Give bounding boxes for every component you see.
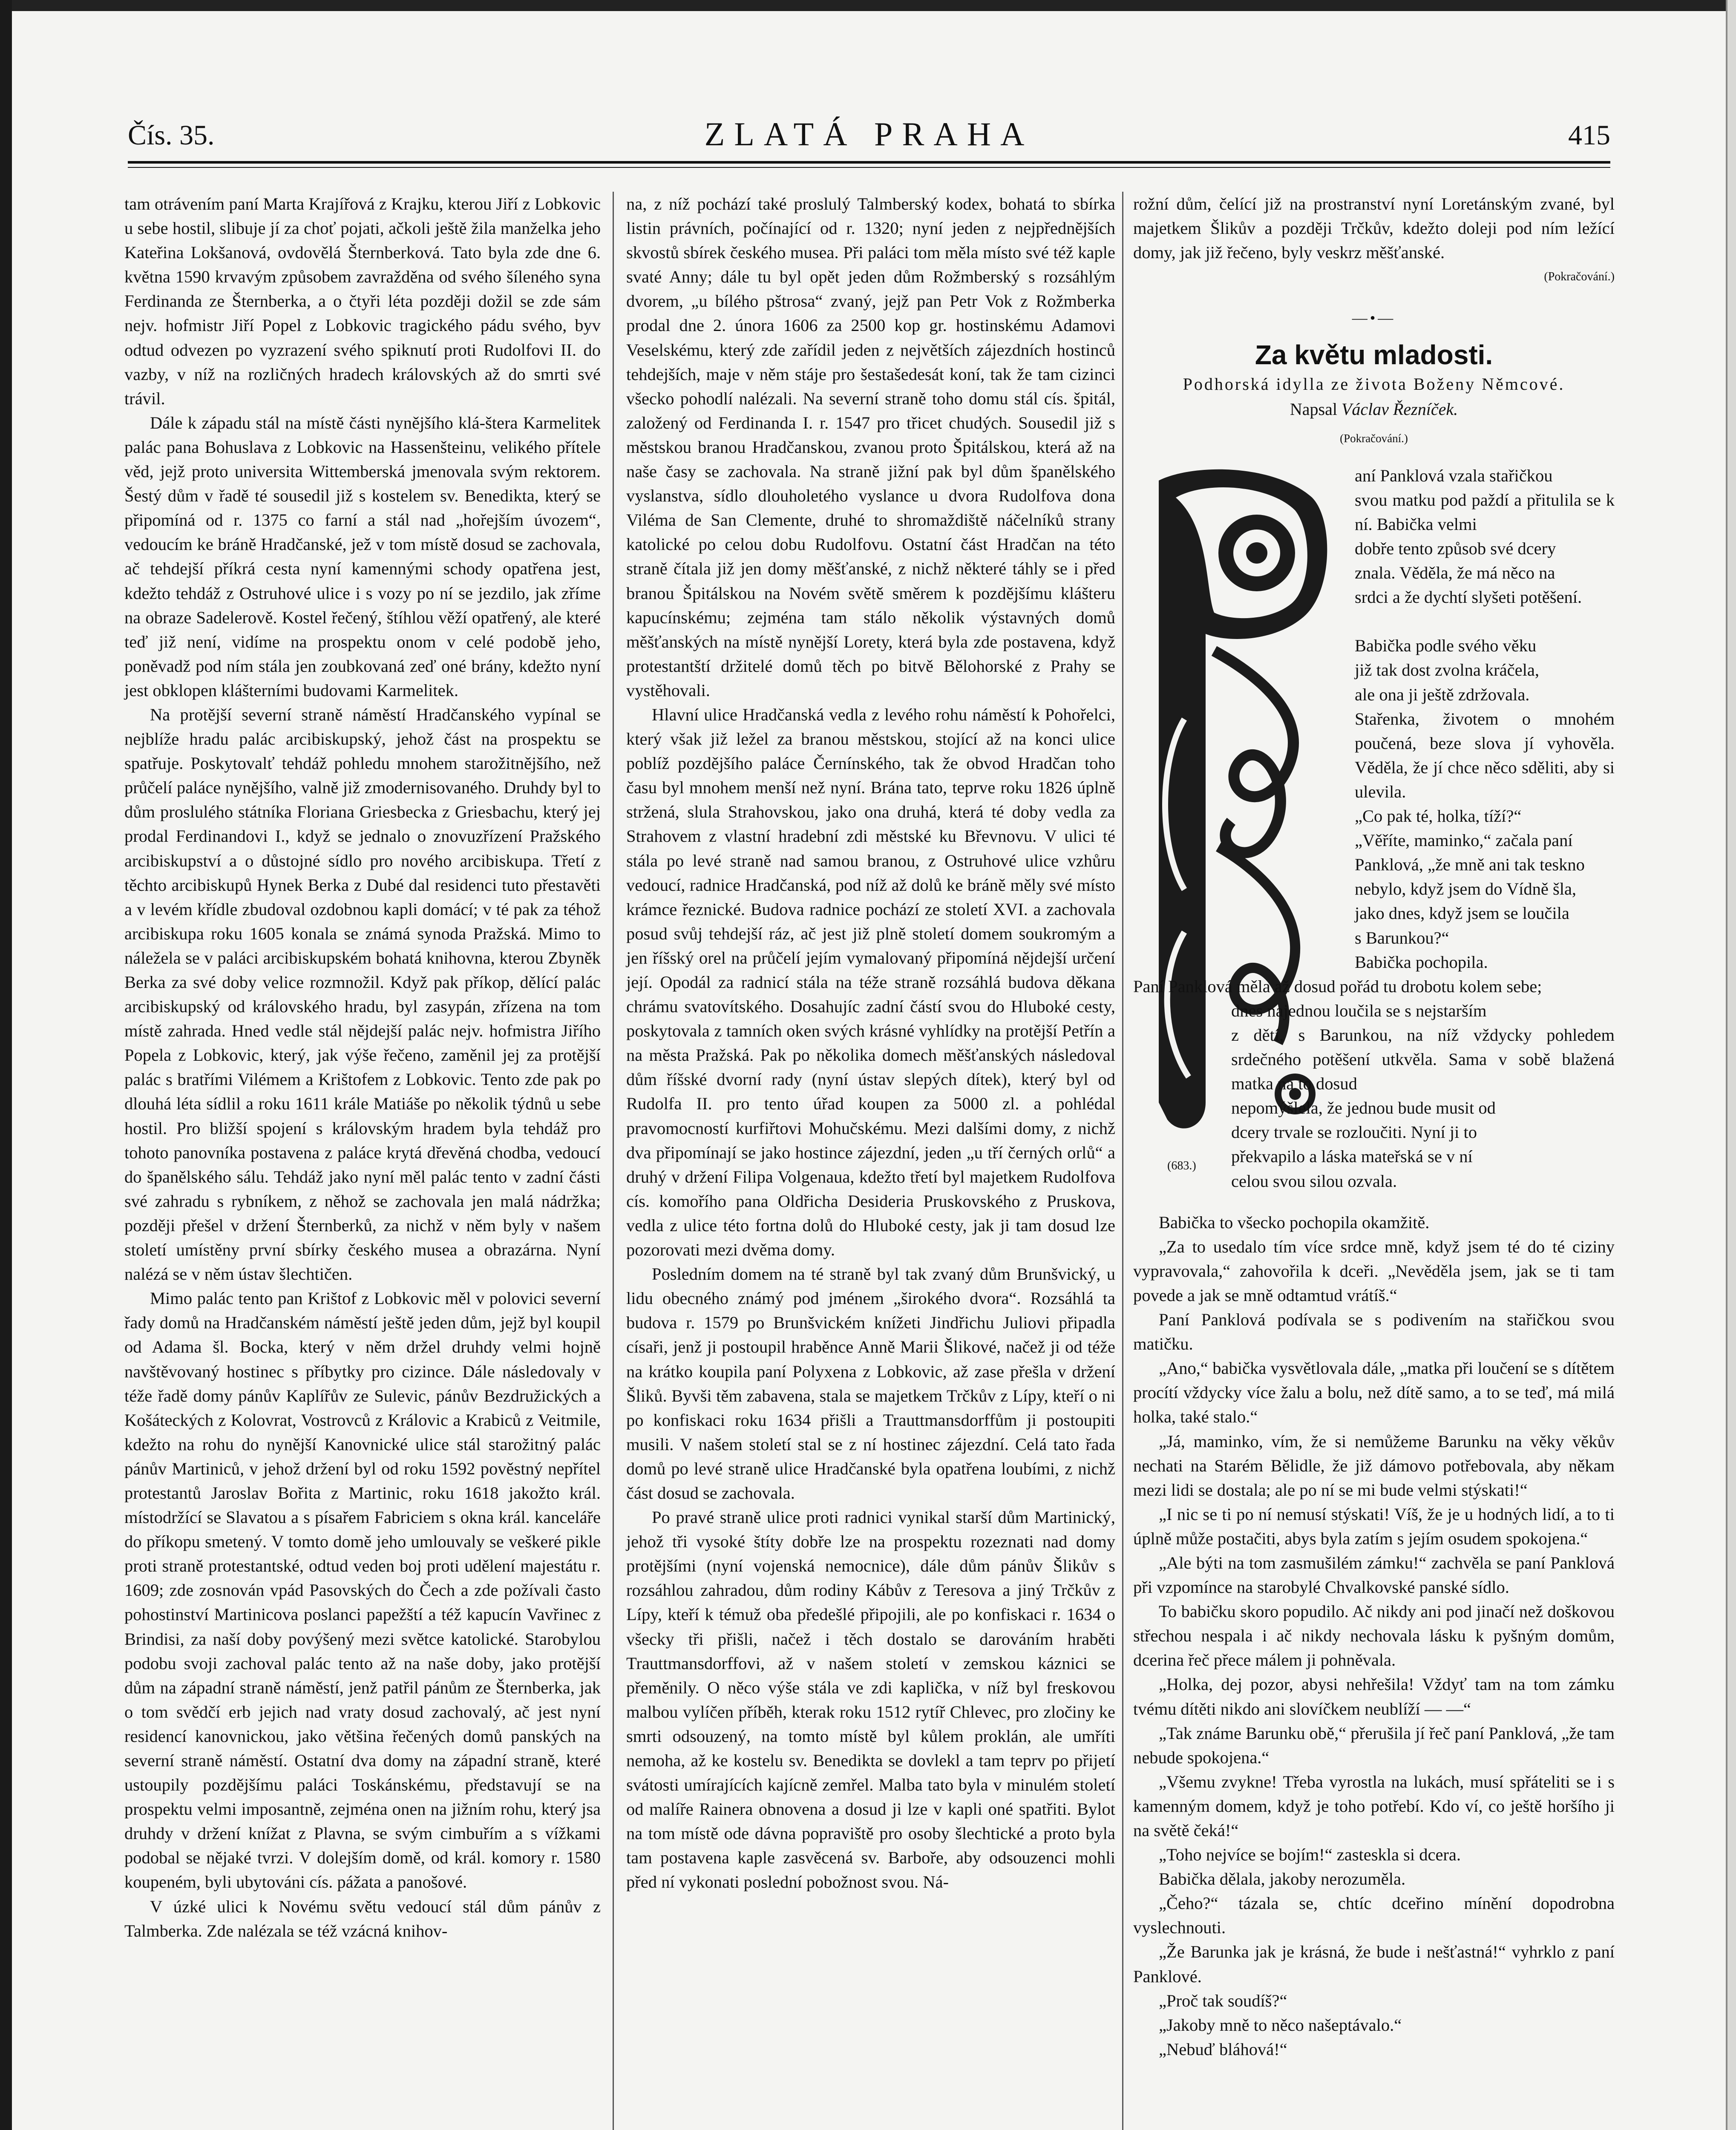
column-divider bbox=[613, 192, 614, 2130]
story-paragraph: „Toho nejvíce se bojím!“ zasteskla si dcera. bbox=[1159, 1845, 1461, 1865]
story-line: dobře tento způsob své dcery bbox=[1355, 538, 1556, 558]
story-line: „Co pak té, holka, tíží?“ bbox=[1355, 806, 1522, 826]
page-header bbox=[128, 115, 1610, 162]
story-paragraph: „Proč tak soudíš?“ bbox=[1159, 1991, 1287, 2010]
author-name: Václav Řezníček. bbox=[1341, 399, 1458, 419]
scan-edge-right bbox=[1726, 0, 1736, 2130]
story-line: ale ona ji ještě zdržovala. bbox=[1355, 685, 1530, 704]
story-paragraph: „Nebuď bláhová!“ bbox=[1159, 2039, 1287, 2059]
story-line: celou svou silou ozvala. bbox=[1231, 1171, 1397, 1191]
story-continuation-note: (Pokračování.) bbox=[1340, 432, 1408, 445]
column-3 bbox=[1133, 192, 1615, 2061]
story-subtitle: Podhorská idylla ze života Boženy Němcové. bbox=[1183, 374, 1565, 394]
story-paragraph: „Já, maminko, vím, že si nemůžeme Barunku na věky věkův nechati na Starém Bělidle, že již dámovo potřebovala, aby někam mezi lidi se dostala; ale po ní se mi bude velmi stýskati!“ bbox=[1133, 1431, 1615, 1500]
story-line: z dětí, s Barunkou, na níž vždycky pohledem srdečného potěšení utkvěla. Sama v sobě blažená matka na to dosud bbox=[1231, 1025, 1615, 1094]
story-line: nebylo, když jsem do Vídně šla, bbox=[1355, 879, 1577, 899]
story-paragraph: „Že Barunka jak je krásná, že bude i nešťastná!“ vyhrklo z paní Panklové. bbox=[1133, 1942, 1615, 1986]
paragraph: V úzké ulici k Novému světu vedoucí stál dům pánův z Talmberka. Zde nalézala se též vzácná knihov- bbox=[124, 1897, 601, 1940]
story-line: nepomýšlela, že jednou bude musit od bbox=[1231, 1098, 1496, 1118]
paragraph: Dále k západu stál na místě části nynějšího klá-štera Karmelitek palác pana Bohuslava z Lobkovic na Hassenšteinu, velikého přítele věd, jejž proto universita Wittemberská jmenovala svým rektorem. Šestý dům v řadě té sousedil již s kostelem sv. Benedikta, který se připomíná od r. 1375 co farní a stál nad „hořejším úvozem“, vedoucím ke bráně Hradčanské, jež v tom místě dosud se zachovala, ač tehdejší příkrá cesta nyní kamennými schody opatřena jest, kdežto tehdáž z Ostruhové ulice i s vozy po ní se jezdilo, jak zříme na obraze Sadelerově. Kostel řečený, štíhlou věží opatřený, ale které teď již není, vidíme na prospektu onom v celé podobě jeho, poněvadž pod ním stála jen zoubkovaná zeď oné brány, kdežto nyní jest obklopen klášterními budovami Karmelitek. bbox=[124, 413, 601, 700]
story-paragraph: „Za to usedalo tím více srdce mně, když jsem té do té ciziny vypravovala,“ zahovořila k dceři. „Nevěděla jsem, jak se ti tam povede a jak se mně odtamtud vrátíš.“ bbox=[1133, 1237, 1615, 1305]
story-paragraph: „Ano,“ babička vysvětlovala dále, „matka při loučení se s dítětem procítí vždycky více žalu a bolu, než dítě samo, a to se teď, má milá holka, také stalo.“ bbox=[1133, 1359, 1615, 1427]
paragraph: na, z níž pochází také proslulý Talmberský kodex, bohatá to sbírka listin právních, počínající od r. 1320; nyní jeden z nejpřednějších skvostů sbírek českého musea. Při paláci tom měla místo své též kaple svaté Anny; dále tu byl opět jeden dům Rožmberský s rozsáhlým dvorem, „u bílého pštrosa“ zvaný, jejž pan Petr Vok z Rožmberka prodal dne 2. února 1606 za 2500 kop gr. hostinskému Adamovi Veselskému, který zde zařídil jeden z největších zájezdních hostinců tehdejších, maje v něm stáje pro šestašedesát koní, tak že tam cizinci všecko pohodlí nalézali. Na severní straně toho domu stál cís. špitál, založený od Ferdinanda I. r. 1547 pro třicet chudých. Sousedil již s městskou branou Hradčanskou, zvanou proto Špitálskou, která až na naše časy se zachovala. Na straně jižní pak byl dům španělského vyslanstva, sídlo dlouholetého vyslance u dvora Rudolfova dona Viléma de San Clemente, druhé to shromaždiště náčelníků strany katolické po celou dobu Rudolfovu. Ostatní část Hradčan na této straně čítala již jen domy měšťanské, z nichž některé táhly se i před branou Špitálskou na Novém světě směrem k pozdějšímu klášteru kapucínskému; zejména tam stálo několik výstavných domů měšťanských na místě nynější Lorety, která byla zde postavena, když protestantští držitelé domů těch po bitvě Bělohorské z Prahy se vystěhovali. bbox=[626, 194, 1115, 700]
story-line: svou matku pod paždí a přitulila se k ní. Babička velmi bbox=[1355, 490, 1615, 534]
story-line: Babička pochopila. bbox=[1355, 952, 1488, 972]
story-line: s Barunkou?“ bbox=[1355, 928, 1449, 947]
story-paragraph: Paní Panklová podívala se s podivením na stařičkou svou matičku. bbox=[1133, 1310, 1615, 1354]
story-paragraph: „Holka, dej pozor, abysi nehřešila! Vždyť tam na tom zámku tvému dítěti nikdo ani slovíčkem neublíží — —“ bbox=[1133, 1675, 1615, 1718]
column-1 bbox=[124, 192, 601, 1943]
paragraph: Na protější severní straně náměstí Hradčanského vypínal se nejblíže hradu palác arcibiskupský, jehož část na prospektu se spatřuje. Poskytovalť tehdáž pohledu mnohem starožitnějšího, než průčelí paláce nynějšího, valně již zmodernisovaného. Druhdy byl to dům proslulého státníka Floriana Griesbecka z Griesbachu, který jej prodal Ferdinandovi I., když se jednalo o znovuzřízení Pražského arcibiskupství a o důstojné sídlo pro nového arcibiskupa. Třetí z těchto arcibiskupů Hynek Berka z Dubé dal residenci tuto přestavěti a v levém křídle zbudoval ozdobnou kapli domácí; v té pak za téhož arcibiskupa roku 1605 konala se známá synoda Pražská. Mimo to náležela se v paláci arcibiskupském bohatá knihovna, kterou Zbyněk Berka za své doby velice rozmnožil. Když pak příkop, dělící palác arcibiskupský od královského hradu, byl zasypán, zřízena na tom místě zahrada. Hned vedle stál nějdejší palác nejv. hofmistra Jiřího Popela z Lobkovic, který, jak výše řečeno, zaměnil jej za protější palác s bratřími Vilémem a Krištofem z Lobkovic. Tento zde pak po dlouhá léta sídlil a roku 1611 krále Matiáše po několik týdnů u sebe hostil. Pro bližší spojení s královským hradem byla tehdáž pro tohoto panovníka postavena z paláce krytá dřevěná chodba, vedoucí do španělského sálu. Tehdáž jako nyní měl palác tento v zadní části své zahradu s rybníkem, z něhož se zachovala jen malá nádržka; později přešel v držení Šternberků, za nichž v něm byly v našem století umístěny první sbírky českého musea a obrazárna. Nyní nalézá se v něm ústav šlechtičen. bbox=[124, 705, 601, 1284]
story-line: jako dnes, když jsem se loučila bbox=[1355, 904, 1569, 923]
column-divider bbox=[1122, 192, 1123, 2130]
paragraph: tam otrávením paní Marta Krajířová z Krajku, kterou Jiří z Lobkovic u sebe hostil, slibuje jí za choť pojati, ačkoli ještě žila manželka jeho Kateřina Lokšanová, ovdovělá Šternberková. Tato byla zde dne 6. května 1590 krvavým způsobem zavražděna od svého šíleného syna Ferdinanda ze Šternberka, a o čtyři léta později dožil se zde sám nejv. hofmistr Jiří Popel z Lobkovic tragického pádu svého, byv odtud odvezen po vyzrazení svého spiknutí proti Rudolfovi II. do vazby, v níž na rozličných hradech královských až do smrti své trávil. bbox=[124, 194, 601, 408]
story-paragraph: „Čeho?“ tázala se, chtíc dceřino mínění dopodrobna vyslechnouti. bbox=[1133, 1894, 1615, 1937]
story-paragraph: „Ale býti na tom zasmušilém zámku!“ zachvěla se paní Panklová při vzpomínce na starobylé Chvalkovské panské sídlo. bbox=[1133, 1553, 1615, 1597]
column-2 bbox=[626, 192, 1115, 1894]
paragraph: Mimo palác tento pan Krištof z Lobkovic měl v polovici severní řady domů na Hradčanském náměstí ještě jeden dům, jejž byl koupil od Adama šl. Bocka, který v něm držel druhdy velmi hojně navštěvovaný hostinec s příbytky pro cizince. Dále následovaly v téže řadě domy pánův Kaplířův ze Sulevic, pánův Bezdružických a Košáteckých z Kolovrat, Vostrovců z Královic a Krabiců z Veitmile, kdežto na rohu do nynější Kanovnické ulice stál starožitný palác pánův Martiniců, v jehož držení byl od roku 1592 pověstný nepřítel protestantů Jaroslav Bořita z Martinic, roku 1618 jakožto král. místodržící se Slavatou a s písařem Fabriciem s okna král. kanceláře do příkopu smetený. V tomto domě jeho umlouvaly se veškeré pikle proti straně protestantské, odtud veden boj proti udělení majestátu r. 1609; zde zosnován vpád Pasovských do Čech a zde požívali často pohostinství Martinicova poslanci papežští a též kapucín Vavřinec z Brindisi, za naší doby povýšený mezi světce katolické. Starobylou podobu svoji zachoval palác tento až na naše doby, jako protější dům na západní straně náměstí, jenž patřil pánům ze Šternberka, jak o tom svědčí erb jejich nad vraty dosud zachovalý, ač jest nyní residencí kanovnickou, jako většina řečených domů panských na severní straně náměstí. Ostatní dva domy na západní straně, které ustoupily pozdějšímu paláci Toskánskému, představují se na prospektu velmi imposantně, zejména onen na jižním rohu, který jsa druhdy v držení knížat z Plavna, se svým cimbuřím a s vížkami podobal se nějaké tvrzi. V dolejším domě, od král. komory r. 1580 koupeném, byli ubytováni cís. pážata a panošové. bbox=[124, 1289, 601, 1892]
story-line: Babička podle svého věku bbox=[1355, 636, 1537, 656]
story-line: Paní Panklová měla až dosud pořád tu drobotu kolem sebe; bbox=[1133, 976, 1542, 996]
section-ornament: ―•― bbox=[1352, 309, 1396, 327]
decorated-initial-block bbox=[1133, 463, 1615, 1210]
story-paragraph: Babička dělala, jakoby nerozuměla. bbox=[1159, 1869, 1406, 1889]
paragraph: Posledním domem na té straně byl tak zvaný dům Brunšvický, u lidu obecného známý pod jménem „širokého dvora“. Rozsáhlá ta budova r. 1579 po Brunšvickém knížeti Jindřichu Juliovi připadla císaři, jenž ji postoupil hraběnce Anně Marii Šlikové, načež ji od téže na krátko koupila paní Polyxena z Lobkovic, až zase přešla v držení Šliků. Byvši těm zabavena, stala se majetkem Trčkův z Lípy, kteří o ni po konfiskaci roku 1634 přišli a Trauttmansdorffům ji postoupiti musili. V našem století stal se z ní hostinec zájezdní. Celá tato řada domů po levé straně ulice Hradčanské byla opatřena loubími, z nichž část dosud se zachovala. bbox=[626, 1264, 1115, 1503]
story-line: Panklová, „že mně ani tak teskno bbox=[1355, 855, 1585, 875]
illustration-caption: (683.) bbox=[1167, 1159, 1196, 1172]
story-line: znala. Věděla, že má něco na bbox=[1355, 563, 1555, 583]
header-rule-thin bbox=[128, 167, 1610, 168]
author-prefix: Napsal bbox=[1290, 399, 1337, 419]
paragraph: Po pravé straně ulice proti radnici vynikal starší dům Martinický, jehož tři vysoké štíty dobře lze na prospektu rozeznati nad domy protějšími (nyní vojenská nemocnice), dále dům pánův Šlikův s rozsáhlou zahradou, dům rodiny Kábův z Teresova a jiný Trčkův z Lípy, kteří k témuž oba předešlé připojili, ale po konfiskaci r. 1634 o všecky tři přišli, načež i těch dostalo se darováním hraběti Trauttmansdorffovi, až v našem století v zemskou káznici se přeměnily. O něco výše stála ve zdi kaplička, v níž byl freskovou malbou vylíčen příběh, kterak roku 1512 rytíř Chlevec, pro zločiny ke smrti odsouzený, na tomto místě byl kůlem proklán, ale umříti nemoha, až ke kostelu sv. Benedikta se dovlekl a tam teprv po přijetí svátosti umírajících kajícně zemřel. Malba tato byla v minulém století od malíře Rainera obnovena a dosud ji lze v kapli oné spatřiti. Bylot na tom místě ode dávna popraviště pro osoby šlechtické a proto byla tam postavena kaple zasvěcená sv. Barboře, aby odsouzenci mohli před ní vykonati poslední pobožnost svou. Ná- bbox=[626, 1508, 1115, 1892]
paragraph: rožní dům, čelící již na prostranství nyní Loretánským zvané, byl majetkem Šlikův a později Trčkův, kdežto doleji pod ním ležící domy, jak již řečeno, byly veskrz měšťanské. bbox=[1133, 194, 1615, 262]
story-line: aní Panklová vzala stařičkou bbox=[1355, 466, 1553, 485]
story-author bbox=[1133, 397, 1615, 422]
scan-edge-left bbox=[0, 0, 12, 2130]
story-paragraph: „Tak známe Barunku obě,“ přerušila jí řeč paní Panklová, „že tam nebude spokojena.“ bbox=[1133, 1723, 1615, 1767]
story-line: srdci a že dychtí slyšeti potěšení. bbox=[1355, 587, 1582, 607]
page-number: 415 bbox=[1568, 120, 1610, 151]
magazine-title: ZLATÁ PRAHA bbox=[704, 115, 1034, 153]
header-rule-thick bbox=[128, 161, 1610, 164]
story-paragraph: To babičku skoro popudilo. Ač nikdy ani pod jinačí než doškovou střechou nespala i ač nikdy nechovala lásku k pyšným domům, dcerina řeč přece málem ji pohněvala. bbox=[1133, 1602, 1615, 1670]
continuation-note: (Pokračování.) bbox=[1544, 270, 1615, 284]
story-line: dcery trvale se rozloučiti. Nyní ji to bbox=[1231, 1123, 1477, 1142]
story-paragraph: „Všemu zvykne! Třeba vyrostla na lukách, musí spřáteliti se i s kamenným domem, když je toho potřebí. Kdo ví, co ještě horšího ji na světě čeká!“ bbox=[1133, 1772, 1615, 1840]
issue-number: Čís. 35. bbox=[128, 120, 215, 151]
scan-edge-top bbox=[0, 0, 1736, 11]
story-title: Za květu mladosti. bbox=[1255, 340, 1493, 371]
story-line: již tak dost zvolna kráčela, bbox=[1355, 660, 1539, 680]
paragraph: Hlavní ulice Hradčanská vedla z levého rohu náměstí k Pohořelci, který však již ležel za branou městskou, stojící až na konci ulice poblíž pozdějšího paláce Černínského, tak že obvod Hradčan toho času byl mnohem menší než nyní. Brána tato, teprve roku 1826 úplně stržená, slula Strahovskou, jako ona druhá, která té doby vedla za Strahovem z vlastní hradební zdi městské ku Břevnovu. V ulici té stála po levé straně nad samou branou, z Ostruhové ulice vzhůru vedoucí, radnice Hradčanská, pod níž až dolů ke bráně měly své místo krámce řeznické. Budova radnice pochází ze století XVI. a zachovala posud svůj tehdejší ráz, ač jest již plně století domem soukromým a jen říšský orel na průčelí jejím vymalovaný připomíná nějdejší určení její. Opodál za radnicí stála na téže straně rozsáhlá budova děkana chrámu svatovítského. Dosahujíc zadní částí svou do Hluboké cesty, poskytovala z tamních oken svých krásné vyhlídky na protější Petřín a na města Pražská. Pak po několika domech měšťanských následoval dům říšské dvorní rady (nyní ústav slepých dítek), který byl od Rudolfa II. pro tento úřad koupen za 5000 zl. a pohlédal pravomocností kurfiřtovi Mohučskému. Mezi dalšími domy, z nichž dva připomínají se jako hostince zájezdní, jeden „u tří černých orlů“ a druhý v držení Filipa Volgenaua, kdežto třetí byl majetkem Rudolfova cís. komořího pana Oldřicha Desideria Pruskovského z Pruskova, vedla z ulice této fortna dolů do Hluboké cesty, jak ji tam dosud lze pozorovati mezi dvěma domy. bbox=[626, 705, 1115, 1260]
story-line: překvapilo a láska mateřská se v ní bbox=[1231, 1147, 1473, 1166]
story-line: dnes najednou loučila se s nejstarším bbox=[1231, 1001, 1487, 1020]
story-paragraph: „Jakoby mně to něco našeptávalo.“ bbox=[1159, 2015, 1402, 2035]
story-line: „Věříte, maminko,“ začala paní bbox=[1355, 831, 1573, 850]
story-paragraph: Babička to všecko pochopila okamžitě. bbox=[1159, 1212, 1430, 1232]
story-line: Stařenka, životem o mnohém poučená, beze slova jí vyhověla. Věděla, že jí chce něco sděliti, aby si ulevila. bbox=[1355, 709, 1615, 801]
story-paragraph: „I nic se ti po ní nemusí stýskati! Víš, že je u hodných lidí, a to ti úplně může postačiti, abys byla zatím s jejím osudem spokojena.“ bbox=[1133, 1504, 1615, 1548]
